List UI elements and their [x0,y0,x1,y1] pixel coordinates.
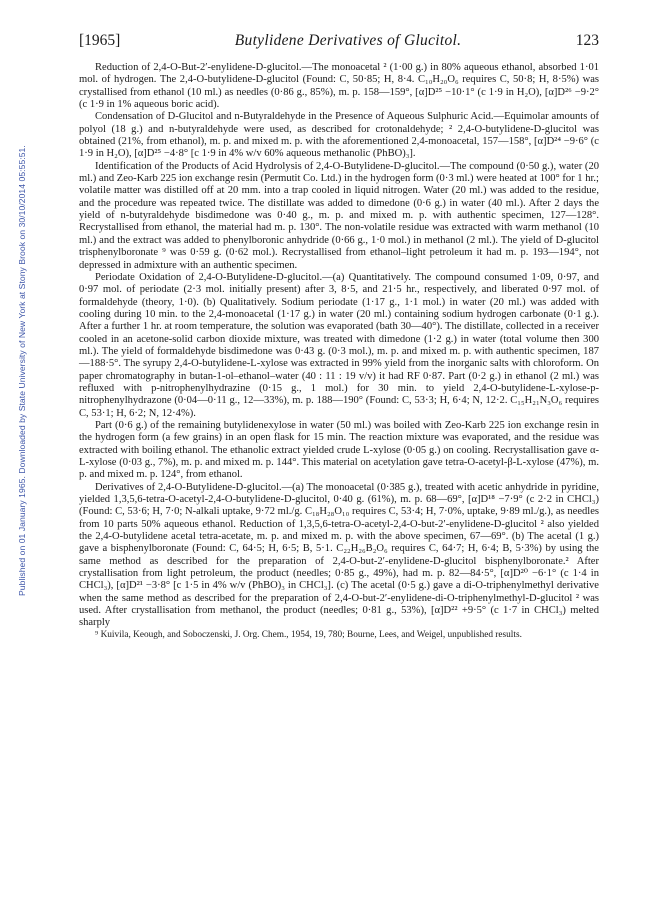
header-year: [1965] [79,32,121,49]
page-number: 123 [575,32,599,49]
header-title: Butylidene Derivatives of Glucitol. [234,32,462,49]
journal-page [79,32,599,641]
paragraph-hydrolysis: Identification of the Products of Acid Hydrolysis of 2,4-O-Butylidene-D-glucitol.—The compound (0·50 g.), water (20 ml.) and Zeo-Karb 225 ion exchange resin (Permutit Co. Ltd.) in the hydrogen form (0·3 ml.) were heated at 100° for 1 hr.; volatile matter was distilled off at 20 mm. into a trap cooled in liquid nitrogen. Water (20 ml.) was added to the residue, and the procedure was repeated twice. The distillate was added to dimedone (0·6 g.) in water (40 ml.). After 2 days the yield of n-butyraldehyde bisdimedone was 0·40 g., m. p. and mixed m. p. with authentic specimen, 127—128°. Recrystallised from ethanol, the material had m. p. 130°. The non-volatile residue was extracted with warm methanol (10 ml.) and the extract was added to phenylboronic anhydride (0·66 g., 1·0 mol.) in methanol (2 ml.). The yield of D-glucitol trisphenylboronate ⁹ was 0·59 g. (0·62 mol.). Recrystallised from ethanol–light petroleum it had m. p. 193—194°, not depressed in admixture with an authentic specimen. [79,160,599,271]
footnote: ⁹ Kuivila, Keough, and Soboczenski, J. Org. Chem., 1954, 19, 780; Bourne, Lees, and Weigel, unpublished results. [95,629,522,640]
paragraph-reduction: Reduction of 2,4-O-But-2′-enylidene-D-glucitol.—The monoacetal ² (1·00 g.) in 80% aqueous ethanol, absorbed 1·01 mol. of hydrogen. The 2,4-O-butylidene-D-glucitol (Found: C, 50·85; H, 8·4. C₁₀H₂₀O₆ requires C, 50·8; H, 8·5%) was crystallised from ethanol (10 ml.) as needles (0·86 g., 85%), m. p. 158—159°, [α]D²⁵ −10·1° (c 1·9 in H₂O), [α]D²⁶ −9·2° (c 1·9 in 1% aqueous boric acid). [79,62,599,111]
article-body [79,62,599,641]
running-header [79,32,599,50]
download-notice-text: Published on 01 January 1965. Downloaded by State University of New York at Stony Brook on 30/10/2014 05:55:51. [17,145,27,596]
paragraph-condensation: Condensation of D-Glucitol and n-Butyraldehyde in the Presence of Aqueous Sulphuric Acid.—Equimolar amounts of polyol (18 g.) and n-butyraldehyde were used, as described for crotonaldehyde; ² 2,4-O-butylidene-D-glucitol was obtained (21%, from ethanol), m. p. and mixed m. p. with the aforementioned 2,4-monoacetal, 157—158°, [α]D²⁴ −9·6° (c 1·9 in H₂O), [α]D²⁵ −4·8° [c 1·9 in 4% w/v 60% aqueous methanolic (PhBO)₃]. [79,111,599,160]
paragraph-derivatives: Derivatives of 2,4-O-Butylidene-D-glucitol.—(a) The monoacetal (0·385 g.), treated with acetic anhydride in pyridine, yielded 1,3,5,6-tetra-O-acetyl-2,4-O-butylidene-D-glucitol, 0·40 g. (61%), m. p. 68—69°, [α]D¹⁸ −7·9° (c 2·2 in CHCl₃) (Found: C, 53·6; H, 7·0; N-alkali uptake, 9·72 ml./g. C₁₈H₂₈O₁₀ requires C, 53·4; H, 7·0%, uptake, 9·89 ml./g.), as needles from 10 parts 50% aqueous ethanol. Reduction of 1,3,5,6-tetra-O-acetyl-2,4-O-but-2′-enylidene-D-glucitol ² also yielded the 2,4-O-butylidene acetal tetra-acetate, m. p. and mixed m. p. with the above specimen, 67—69°. (b) The acetal (1 g.) gave a bisphenylboronate (Found: C, 64·5; H, 6·5; B, 5·1. C₂₂H₂₆B₂O₆ requires C, 64·7; H, 6·4; B, 5·3%) by using the same method as described for the preparation of 2,4-O-but-2′-enylidene-D-glucitol bisphenylboronate.² After crystallisation from light petroleum, the product (needles; 0·85 g., 49%), had m. p. 82—84·5°, [α]D²⁰ −6·1° (c 1·4 in CHCl₃), [α]D²¹ −3·8° [c 1·5 in 4% w/v (PhBO)₃ in CHCl₃]. (c) The acetal (0·5 g.) gave a di-O-triphenylmethyl derivative when the same method as described for the preparation of 2,4-O-but-2′-enylidene-di-O-triphenylmethyl-D-glucitol ² was used. After crystallisation from methanol, the product (needles; 0·81 g., 53%), [α]D²² +9·5° (c 1·7 in CHCl₃) melted sharply [79,481,599,629]
paragraph-periodate: Periodate Oxidation of 2,4-O-Butylidene-D-glucitol.—(a) Quantitatively. The compound consumed 1·09, 0·97, and 0·97 mol. of periodate (2·3 mol. initially present) after 3, 8·5, and 21·5 hr., respectively, and liberated 0·97 mol. of formaldehyde (theory, 1·0). (b) Qualitatively. Sodium periodate (1·17 g., 1·1 mol.) in water (20 ml.) was added with cooling during 10 min. to the 2,4-monoacetal (1·17 g.) in water (20 ml.) containing sodium hydrogen carbonate (0·1 g.). After a further 1 hr. at room temperature, the solution was evaporated (bath 30—40°). The distillate, collected in a receiver cooled in an acetone-solid carbon dioxide mixture, was treated with dimedone (1·2 g.) in water (total volume then 300 ml.). The yield of formaldehyde bisdimedone was 0·43 g. (0·3 mol.), m. p. and mixed m. p. with authentic specimen, 187—188·5°. The syrupy 2,4-O-butylidene-L-xylose was extracted in 99% yield from the inorganic salts with chloroform. On paper chromatography in butan-1-ol–ethanol–water (40 : 11 : 19 v/v) it had RF 0·87. Part (0·2 g.) in ethanol (2 ml.) was refluxed with p-nitrophenylhydrazine (0·15 g., 1 mol.) for 30 min. to yield 2,4-O-butylidene-L-xylose-p-nitrophenylhydrazone (0·04—0·11 g., 12—33%), m. p. 188—190° (Found: C, 53·3; H, 6·4; N, 12·2. C₁₅H₂₁N₃O₆ requires C, 53·1; H, 6·2; N, 12·4%). [79,271,599,419]
download-notice [3,36,27,596]
paragraph-xylose: Part (0·6 g.) of the remaining butylidenexylose in water (50 ml.) was boiled with Zeo-Karb 225 ion exchange resin in the hydrogen form (a few grains) in an open flask for 15 min. The reaction mixture was evaporated, and the residue was extracted with boiling ethanol. The ethanolic extract yielded crude L-xylose (0·05 g.) on cooling. Recrystallisation gave α-L-xylose (0·03 g., 7%), m. p. and mixed m. p. 144°. This material on acetylation gave tetra-O-acetyl-β-L-xylose (47%), m. p. and mixed m. p. 124°, from ethanol. [79,419,599,481]
